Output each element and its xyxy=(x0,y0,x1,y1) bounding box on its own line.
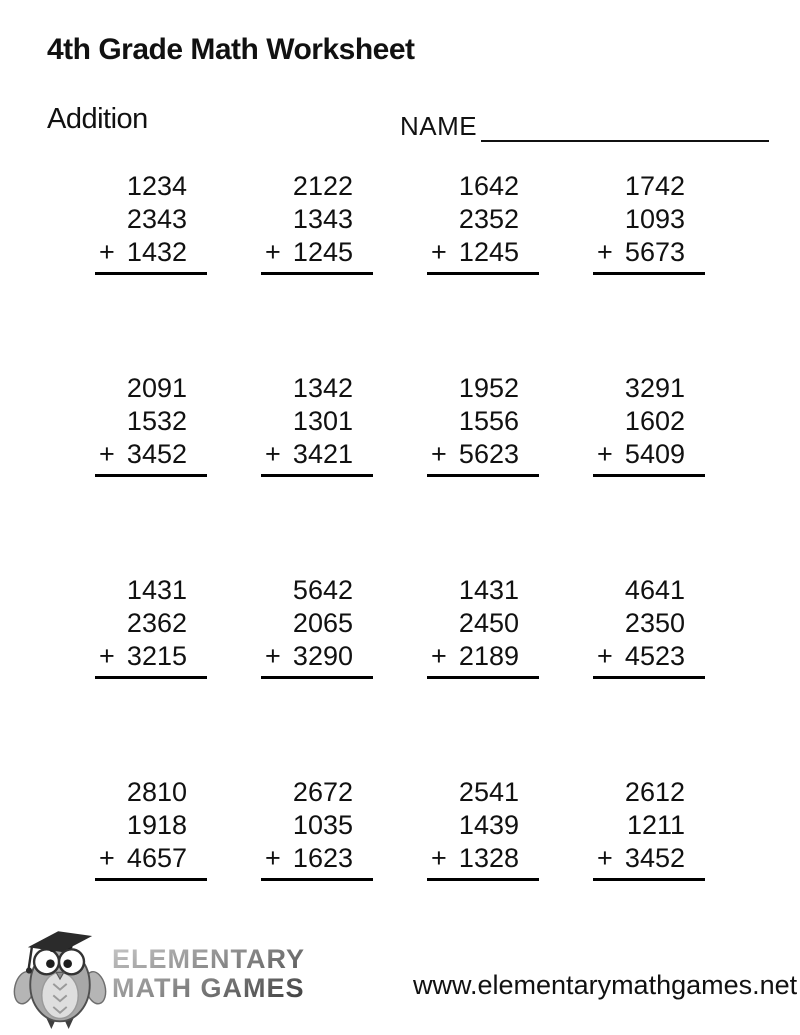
addition-problem-1 xyxy=(95,170,207,275)
answer-line xyxy=(427,676,539,679)
addend: 2810 xyxy=(126,777,187,807)
plus-operator: + xyxy=(597,439,613,469)
operation-row xyxy=(95,842,207,875)
addend: 4641 xyxy=(624,575,685,605)
addition-problem-3 xyxy=(427,170,539,275)
addend: 3291 xyxy=(624,373,685,403)
plus-operator: + xyxy=(431,237,447,267)
operation-row xyxy=(427,438,539,471)
plus-operator: + xyxy=(265,237,281,267)
operation-row xyxy=(427,842,539,875)
addend: 1342 xyxy=(292,373,353,403)
operation-row xyxy=(427,236,539,269)
addend: 5409 xyxy=(624,439,685,469)
operation-row xyxy=(95,438,207,471)
subtitle-row xyxy=(47,103,757,141)
plus-operator: + xyxy=(597,641,613,671)
addend: 2352 xyxy=(458,204,519,234)
logo-line-1: ELEMENTARY xyxy=(112,944,306,974)
addition-problem-7 xyxy=(427,372,539,477)
addend: 2189 xyxy=(458,641,519,671)
operation-row xyxy=(593,438,705,471)
addend: 1642 xyxy=(458,171,519,201)
addend: 1245 xyxy=(292,237,353,267)
name-blank-line xyxy=(481,110,769,142)
answer-line xyxy=(593,272,705,275)
answer-line xyxy=(427,878,539,881)
addend: 1431 xyxy=(126,575,187,605)
owl-graduation-cap-icon xyxy=(12,930,108,1032)
page-title: 4th Grade Math Worksheet xyxy=(47,33,415,66)
addend: 2672 xyxy=(292,777,353,807)
addend: 5673 xyxy=(624,237,685,267)
plus-operator: + xyxy=(99,641,115,671)
plus-operator: + xyxy=(597,843,613,873)
addend: 2343 xyxy=(126,204,187,234)
addend: 3452 xyxy=(624,843,685,873)
addition-problem-4 xyxy=(593,170,705,275)
addend: 1432 xyxy=(126,237,187,267)
worksheet-topic: Addition xyxy=(47,103,148,135)
addition-problem-10 xyxy=(261,574,373,679)
problems-grid xyxy=(95,170,705,881)
answer-line xyxy=(95,676,207,679)
addend: 1742 xyxy=(624,171,685,201)
operation-row xyxy=(261,438,373,471)
addition-problem-15 xyxy=(427,776,539,881)
addition-problem-5 xyxy=(95,372,207,477)
answer-line xyxy=(95,878,207,881)
addend: 4523 xyxy=(624,641,685,671)
answer-line xyxy=(427,272,539,275)
operation-row xyxy=(593,842,705,875)
operation-row xyxy=(261,640,373,673)
plus-operator: + xyxy=(431,641,447,671)
footer xyxy=(0,925,800,1035)
addend: 1234 xyxy=(126,171,187,201)
answer-line xyxy=(261,878,373,881)
operation-row xyxy=(261,842,373,875)
operation-row xyxy=(593,236,705,269)
addend: 2122 xyxy=(292,171,353,201)
addend: 3421 xyxy=(292,439,353,469)
addend: 1328 xyxy=(458,843,519,873)
answer-line xyxy=(593,474,705,477)
addend: 2091 xyxy=(126,373,187,403)
addend: 1035 xyxy=(292,810,353,840)
addend: 3290 xyxy=(292,641,353,671)
addend: 1439 xyxy=(458,810,519,840)
addition-problem-12 xyxy=(593,574,705,679)
plus-operator: + xyxy=(265,641,281,671)
addend: 2065 xyxy=(292,608,353,638)
answer-line xyxy=(427,474,539,477)
operation-row xyxy=(427,640,539,673)
addend: 2541 xyxy=(458,777,519,807)
addition-problem-14 xyxy=(261,776,373,881)
operation-row xyxy=(95,640,207,673)
addend: 1952 xyxy=(458,373,519,403)
addition-problem-6 xyxy=(261,372,373,477)
addend: 3215 xyxy=(126,641,187,671)
answer-line xyxy=(95,474,207,477)
operation-row xyxy=(261,236,373,269)
operation-row xyxy=(95,236,207,269)
addition-problem-16 xyxy=(593,776,705,881)
plus-operator: + xyxy=(431,843,447,873)
addend: 1556 xyxy=(458,406,519,436)
plus-operator: + xyxy=(99,237,115,267)
addend: 1532 xyxy=(126,406,187,436)
addend: 2450 xyxy=(458,608,519,638)
addend: 2612 xyxy=(624,777,685,807)
plus-operator: + xyxy=(99,843,115,873)
plus-operator: + xyxy=(597,237,613,267)
addend: 5642 xyxy=(292,575,353,605)
plus-operator: + xyxy=(99,439,115,469)
name-label: NAME xyxy=(400,111,478,141)
addition-problem-13 xyxy=(95,776,207,881)
addend: 1918 xyxy=(126,810,187,840)
answer-line xyxy=(95,272,207,275)
plus-operator: + xyxy=(265,439,281,469)
addend: 1245 xyxy=(458,237,519,267)
addend: 4657 xyxy=(126,843,187,873)
addend: 1431 xyxy=(458,575,519,605)
addition-problem-11 xyxy=(427,574,539,679)
addend: 2350 xyxy=(624,608,685,638)
logo-wordmark xyxy=(112,945,305,1003)
logo-line-2: MATH GAMES xyxy=(112,973,305,1003)
plus-operator: + xyxy=(265,843,281,873)
addend: 1343 xyxy=(292,204,353,234)
answer-line xyxy=(593,676,705,679)
website-url: www.elementarymathgames.net xyxy=(413,970,798,1000)
addend: 1301 xyxy=(292,406,353,436)
addend: 5623 xyxy=(458,439,519,469)
addend: 1602 xyxy=(624,406,685,436)
addend: 2362 xyxy=(126,608,187,638)
addition-problem-8 xyxy=(593,372,705,477)
name-area xyxy=(400,110,769,142)
addend: 1623 xyxy=(292,843,353,873)
answer-line xyxy=(261,676,373,679)
answer-line xyxy=(593,878,705,881)
plus-operator: + xyxy=(431,439,447,469)
addition-problem-2 xyxy=(261,170,373,275)
answer-line xyxy=(261,474,373,477)
answer-line xyxy=(261,272,373,275)
addition-problem-9 xyxy=(95,574,207,679)
addend: 1211 xyxy=(626,810,685,840)
addend: 1093 xyxy=(624,204,685,234)
operation-row xyxy=(593,640,705,673)
addend: 3452 xyxy=(126,439,187,469)
